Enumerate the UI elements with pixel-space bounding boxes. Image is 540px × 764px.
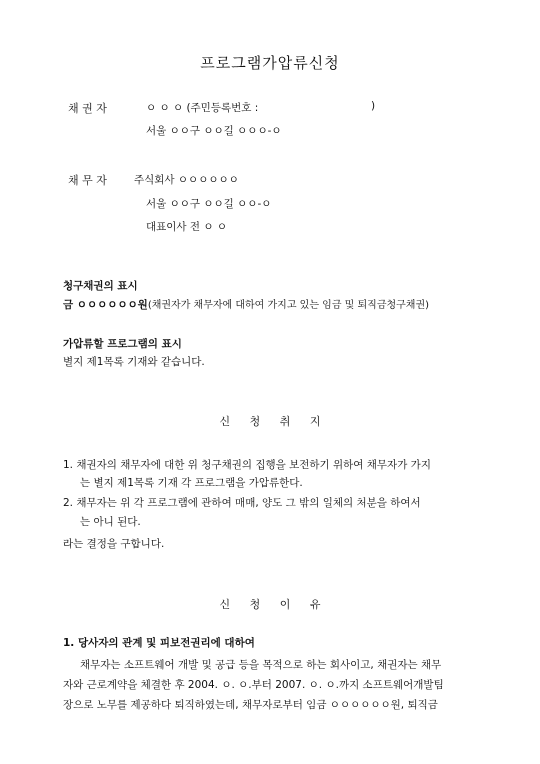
debtor-representative: 대표이사 전 ㅇ ㅇ: [146, 221, 228, 233]
claim-amount: 금 ㅇㅇㅇㅇㅇㅇ원: [63, 299, 148, 311]
reason-paragraph-line3: 장으로 노무를 제공하다 퇴직하였는데, 채무자로부터 임금 ㅇㅇㅇㅇㅇㅇ원, 퇴직금: [63, 699, 438, 711]
creditor-address: 서울 ㅇㅇ구 ㅇㅇ길 ㅇㅇㅇ-ㅇ: [146, 125, 282, 137]
purpose-item2-line1: 2. 채무자는 위 각 프로그램에 관하여 매매, 양도 그 밖의 일체의 처분을 하여서: [63, 497, 421, 509]
reason-paragraph-line1: 채무자는 소프트웨어 개발 및 공급 등을 목적으로 하는 회사이고, 채권자는 채무: [80, 659, 442, 671]
claim-heading: 청구채권의 표시: [63, 280, 138, 292]
program-text: 별지 제1목록 기재와 같습니다.: [63, 356, 205, 368]
reason-subheading-1: 1. 당사자의 관계 및 피보전권리에 대하여: [63, 637, 255, 649]
debtor-label: 채 무 자: [68, 174, 107, 187]
document-title: 프로그램가압류신청: [200, 54, 340, 72]
debtor-company: 주식회사 ㅇㅇㅇㅇㅇㅇ: [134, 174, 239, 186]
purpose-heading: 신 청 취 지: [219, 415, 321, 428]
purpose-closing: 라는 결정을 구합니다.: [63, 538, 165, 550]
purpose-item1-line1: 1. 채권자의 채무자에 대한 위 청구채권의 집행을 보전하기 위하여 채무자가 가지: [63, 459, 431, 471]
program-heading: 가압류할 프로그램의 표시: [63, 338, 182, 350]
claim-description: (채권자가 채무자에 대하여 가지고 있는 임금 및 퇴직금청구채권): [147, 300, 430, 311]
creditor-name-id: ㅇ ㅇ ㅇ (주민등록번호 :: [146, 102, 259, 114]
reason-paragraph-line2: 자와 근로계약을 체결한 후 2004. ㅇ. ㅇ.부터 2007. ㅇ. ㅇ.까지 소프트웨어개발팀: [63, 679, 444, 691]
reason-heading: 신 청 이 유: [219, 598, 321, 611]
purpose-item2-line2: 는 아니 된다.: [80, 516, 141, 528]
creditor-id-close: ): [371, 100, 376, 112]
creditor-label: 채 권 자: [68, 102, 107, 115]
debtor-address: 서울 ㅇㅇ구 ㅇㅇ길 ㅇㅇ-ㅇ: [146, 198, 272, 210]
purpose-item1-line2: 는 별지 제1목록 기재 각 프로그램을 가압류한다.: [80, 477, 303, 489]
